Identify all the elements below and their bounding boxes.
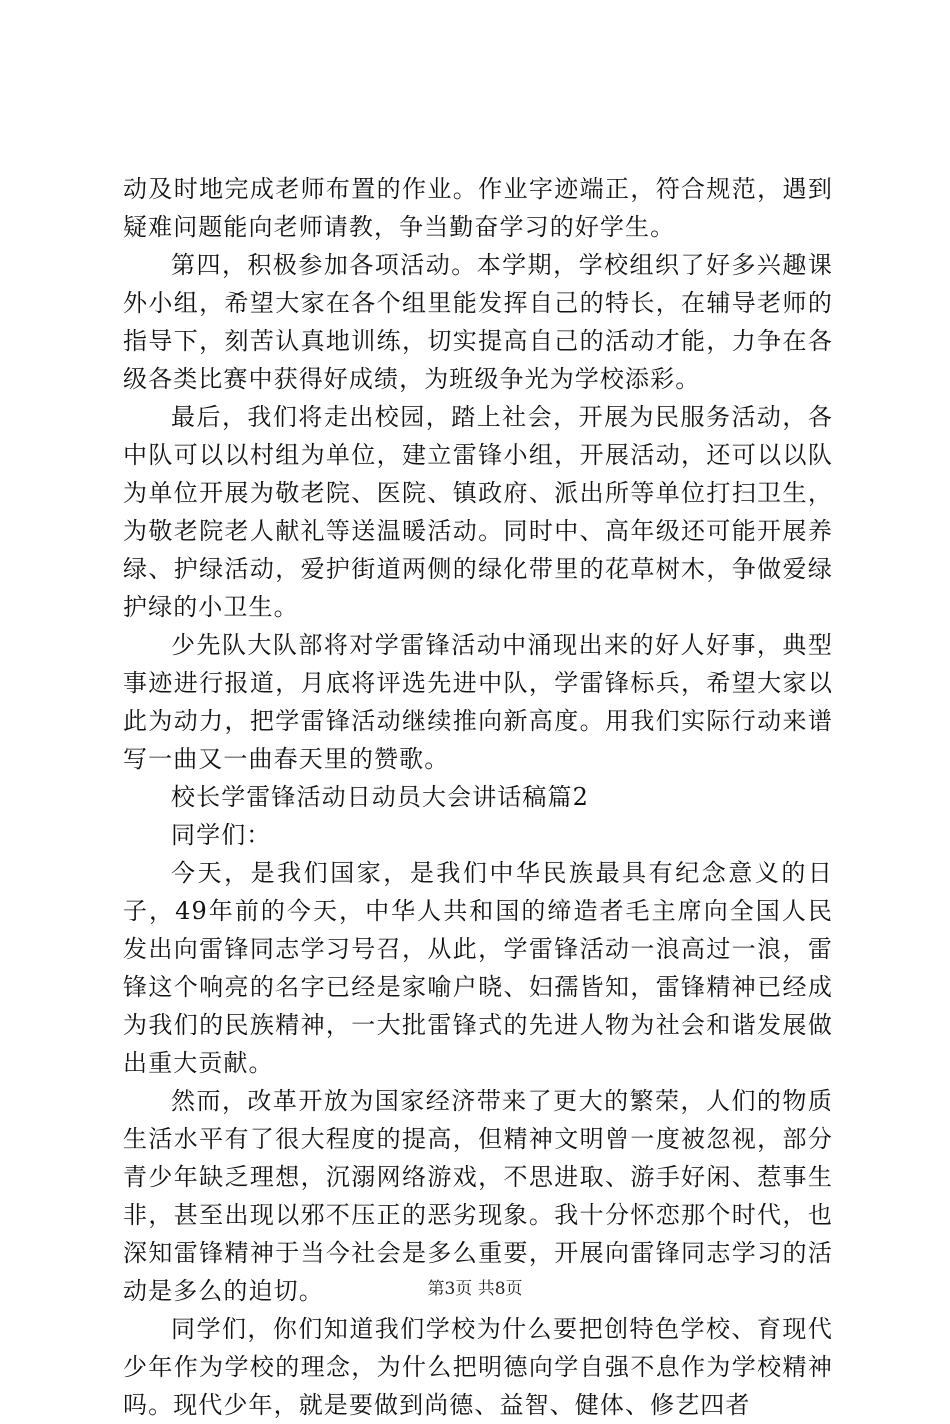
document-body <box>123 170 833 1424</box>
section-title: 校长学雷锋活动日动员大会讲话稿篇2 <box>171 783 589 811</box>
paragraph-5: 今天，是我们国家，是我们中华民族最具有纪念意义的日子，49年前的今天，中华人共和国的缔造者毛主席向全国人民发出向雷锋同志学习号召，从此，学雷锋活动一浪高过一浪，雷锋这个响亮的名字已经是家喻户晓、妇孺皆知，雷锋精神已经成为我们的民族精神，一大批雷锋式的先进人物为社会和谐发展做出重大贡献。 <box>123 859 833 1077</box>
paragraph-4: 少先队大队部将对学雷锋活动中涌现出来的好人好事，典型事迹进行报道，月底将评选先进中队，学雷锋标兵，希望大家以此为动力，把学雷锋活动继续推向新高度。用我们实际行动来谱写一曲又一曲春天里的赞歌。 <box>123 631 833 773</box>
paragraph-1: 动及时地完成老师布置的作业。作业字迹端正，符合规范，遇到疑难问题能向老师请教，争当勤奋学习的好学生。 <box>123 175 833 241</box>
paragraph-6: 然而，改革开放为国家经济带来了更大的繁荣，人们的物质生活水平有了很大程度的提高，但精神文明曾一度被忽视，部分青少年缺乏理想，沉溺网络游戏，不思进取、游手好闲、惹事生非，甚至出现以邪不压正的恶劣现象。我十分怀恋那个时代，也深知雷锋精神于当今社会是多么重要，开展向雷锋同志学习的活动是多么的迫切。 <box>123 1087 833 1305</box>
paragraph-3: 最后，我们将走出校园，踏上社会，开展为民服务活动，各中队可以以村组为单位，建立雷锋小组，开展活动，还可以以队为单位开展为敬老院、医院、镇政府、派出所等单位打扫卫生，为敬老院老人献礼等送温暖活动。同时中、高年级还可能开展养绿、护绿活动，爱护街道两侧的绿化带里的花草树木，争做爱绿护绿的小卫生。 <box>123 403 833 621</box>
paragraph-2: 第四，积极参加各项活动。本学期，学校组织了好多兴趣课外小组，希望大家在各个组里能发挥自己的特长，在辅导老师的指导下，刻苦认真地训练，切实提高自己的活动才能，力争在各级各类比赛中获得好成绩，为班级争光为学校添彩。 <box>123 251 833 393</box>
salutation: 同学们： <box>171 821 272 849</box>
paragraph-7: 同学们，你们知道我们学校为什么要把创特色学校、育现代少年作为学校的理念，为什么把明德向学自强不息作为学校精神吗。现代少年，就是要做到尚德、益智、健体、修艺四者 <box>123 1315 833 1419</box>
page-number-label: 第3页 共8页 <box>427 1279 523 1299</box>
page-footer <box>0 1278 950 1300</box>
